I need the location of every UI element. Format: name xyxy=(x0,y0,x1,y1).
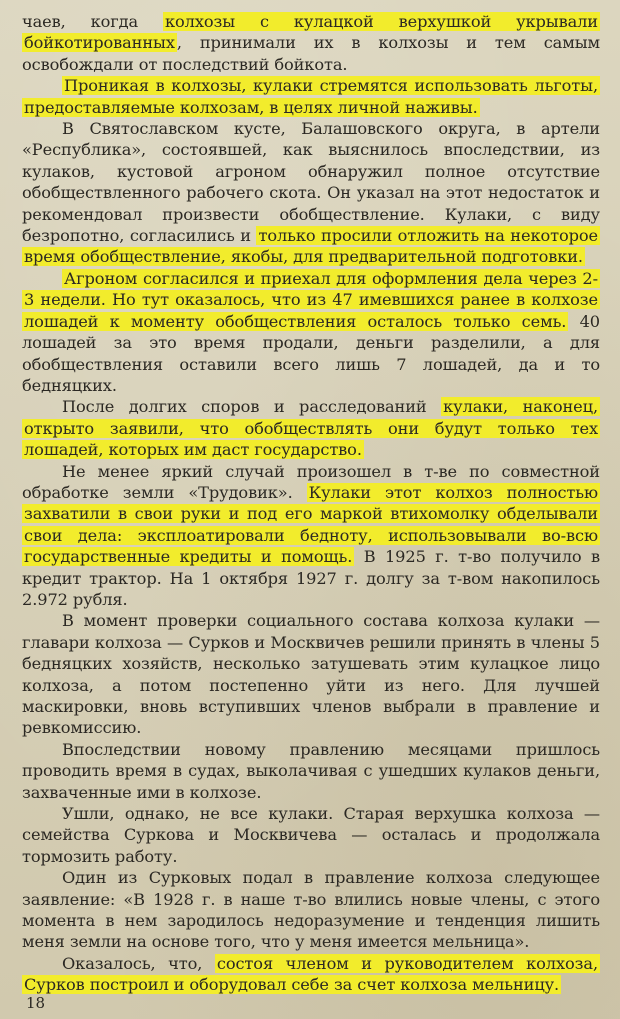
text-segment: 40 лошадей за это время продали, деньги разделили, а для обобществления оставили всего лишь 7 лошадей, да и то бедняцких. xyxy=(22,311,600,395)
paragraph xyxy=(22,11,600,75)
paragraph xyxy=(22,118,600,268)
text-segment: После долгих споров и расследований xyxy=(62,397,442,417)
paragraph xyxy=(22,953,600,996)
text-segment: чаев, когда xyxy=(22,12,164,31)
paragraph xyxy=(22,867,600,953)
paragraph xyxy=(22,268,600,396)
paragraph xyxy=(22,610,600,738)
paragraph xyxy=(22,75,600,118)
text-segment: В Святославском кусте, Балашовского округа, в артели «Республика», состоявшей, как выяснилось впоследствии, из кулаков, кустовой агроном обнаружил полное отсутствие обобществленного рабочего скота. Он указал на этот недостаток и рекомендовал произвести обобществление. Кулаки, с виду безропотно, согласились и xyxy=(22,119,600,246)
highlighted-text: колхозы с кулацкой верхушкой укрывали бойкотированных xyxy=(24,12,598,53)
paragraph xyxy=(22,396,600,460)
page-body-text xyxy=(22,11,600,996)
text-segment: Ушли, однако, не все кулаки. Старая верхушка колхоза — семейства Суркова и Москвичева — осталась и продолжала тормозить работу. xyxy=(22,804,600,866)
highlighted-text: состоя членом и руководителем колхоза, Сурков построил и оборудовал себе за счет колхоза мельницу. xyxy=(24,953,598,995)
highlighted-text: кулаки, наконец, открыто заявили, что обобществлять они будут только тех лошадей, которых им даст государство. xyxy=(24,397,598,460)
highlighted-text: только просили отложить на некоторое время обобществление, якобы, для предварительной подготовки. xyxy=(24,226,598,267)
text-segment: Оказалось, что, xyxy=(62,953,215,973)
text-segment: Впоследствии новому правлению месяцами пришлось проводить время в судах, выколачивая с ушедших кулаков деньги, захваченные ими в колхозе. xyxy=(22,739,600,802)
highlighted-text: Проникая в колхозы, кулаки стремятся использовать льготы, предоставляемые колхозам, в целях личной наживы. xyxy=(24,76,598,117)
text-segment: , принимали их в колхозы и тем самым освобождали от последствий бойкота. xyxy=(22,33,600,74)
paragraph xyxy=(22,739,600,803)
text-segment: В 1925 г. т-во получило в кредит трактор. На 1 октября 1927 г. долгу за т-вом накопилось 2.972 рубля. xyxy=(22,547,600,609)
highlighted-text: Агроном согласился и приехал для оформления дела через 2-3 недели. Но тут оказалось, что из 47 имевшихся ранее в колхозе лошадей к моменту обобществления осталось только семь. xyxy=(24,268,598,331)
text-segment: Один из Сурковых подал в правление колхоза следующее заявление: «В 1928 г. в наше т-во влились новые члены, с этого момента в нем зародилось недоразумение и тенденция лишить меня земли на основе того, что у меня имеется мельница». xyxy=(22,868,600,952)
text-segment: В момент проверки социального состава колхоза кулаки — главари колхоза — Сурков и Москвичев решили принять в члены 5 бедняцких хозяйств, несколько затушевать этим кулацкое лицо колхоза, а потом постепенно уйти из него. Для лучшей маскировки, вновь вступивших членов выбрали в правление и ревкомиссию. xyxy=(22,611,600,738)
page-number: 18 xyxy=(26,994,46,1012)
paragraph xyxy=(22,803,600,867)
highlighted-text: Кулаки этот колхоз полностью захватили в свои руки и под его маркой втихомолку обделывали свои дела: эксплоатировали бедноту, использовывали во-всю государственные кредиты и помощь. xyxy=(24,482,598,567)
paragraph xyxy=(22,461,600,611)
text-segment: Не менее яркий случай произошел в т-ве по совместной обработке земли «Трудовик». xyxy=(22,461,600,502)
